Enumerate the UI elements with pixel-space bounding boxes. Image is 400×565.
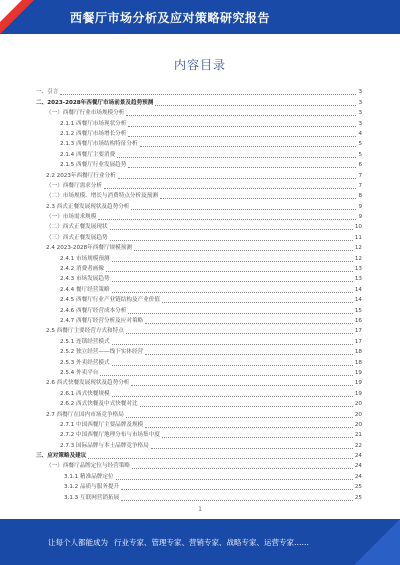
toc-entry[interactable]	[36, 315, 362, 325]
toc-entry[interactable]	[36, 148, 362, 158]
toc-entry-label: 2.7.3 国际品牌与本土品牌竞争格局	[60, 442, 149, 449]
toc-entry[interactable]	[36, 335, 362, 345]
toc-entry-page: 24	[354, 473, 362, 480]
toc-entry[interactable]	[36, 367, 362, 377]
toc-leader-dots	[121, 488, 353, 490]
toc-entry-label: 一、引言	[36, 89, 59, 96]
toc-entry-page: 14	[354, 286, 362, 293]
toc-entry[interactable]	[36, 128, 362, 138]
toc-entry-page: 16	[354, 317, 362, 324]
toc-entry-page: 4	[358, 130, 362, 137]
toc-leader-dots	[118, 177, 357, 179]
toc-entry-page: 10	[354, 224, 362, 231]
toc-entry[interactable]	[36, 180, 362, 190]
toc-entry[interactable]	[36, 86, 362, 96]
toc-leader-dots	[116, 478, 353, 480]
toc-entry-label: （一）西餐厅需求分析	[46, 182, 102, 189]
toc-leader-dots	[112, 395, 353, 397]
toc-entry-page: 3	[358, 110, 362, 117]
toc-entry-page: 12	[354, 255, 362, 262]
toc-entry[interactable]	[36, 252, 362, 262]
toc-entry-label: 2.5.4 外卖平台	[60, 369, 99, 376]
toc-leader-dots	[60, 93, 356, 95]
toc-leader-dots	[128, 166, 356, 168]
footer-corner	[354, 519, 400, 565]
toc-entry-page: 6	[358, 162, 362, 169]
toc-leader-dots	[145, 322, 353, 324]
toc-entry[interactable]	[36, 346, 362, 356]
toc-entry-label: 2.7.1 中国西餐厅主要品牌及规模	[60, 421, 144, 428]
toc-entry[interactable]	[36, 242, 362, 252]
toc-entry-label: （三）西式正餐发展趋势	[46, 234, 108, 241]
toc-entry-label: 2.5.1 连锁经营模式	[60, 338, 110, 345]
toc-leader-dots	[145, 426, 353, 428]
toc-entry-page: 24	[354, 453, 362, 460]
toc-leader-dots	[134, 249, 353, 251]
toc-leader-dots	[88, 457, 353, 459]
toc-entry-label: 3.1.2 品质与服务提升	[64, 484, 120, 491]
table-of-contents	[36, 86, 362, 502]
toc-leader-dots	[162, 301, 353, 303]
toc-entry-page: 19	[354, 390, 362, 397]
toc-entry-page: 19	[354, 369, 362, 376]
toc-leader-dots	[112, 364, 353, 366]
toc-entry[interactable]	[36, 304, 362, 314]
toc-entry-label: 2.7 西餐厅在国内市场竞争格局	[46, 411, 124, 418]
toc-leader-dots	[140, 145, 357, 147]
toc-entry[interactable]	[36, 117, 362, 127]
toc-entry-label: 2.1.5 西餐厅行业发展趋势	[60, 162, 127, 169]
toc-entry-label: 2.1.2 西餐厅市场增长分析	[60, 130, 127, 137]
toc-entry-label: 2.4.7 西餐厅经营分析及应对策略	[60, 317, 144, 324]
toc-entry-label: 2.4.1 市场规模预测	[60, 255, 110, 262]
toc-entry-label: 三、应对策略及建议	[36, 453, 87, 460]
toc-leader-dots	[100, 374, 352, 376]
toc-entry-label: 2.7.2 中国西餐厅地理分布与市场集中度	[60, 432, 160, 439]
toc-entry-label: 2.6.2 西式快餐及中式快餐对比	[60, 401, 138, 408]
toc-entry[interactable]	[36, 283, 362, 293]
toc-entry-page: 20	[354, 421, 362, 428]
footer-slogan: 让每个人都能成为	[48, 538, 108, 547]
toc-entry[interactable]	[36, 450, 362, 460]
page-number: 1	[198, 506, 202, 513]
toc-entry-label: 2.5 西餐厅主要经营方式和特点	[46, 328, 124, 335]
toc-entry[interactable]	[36, 439, 362, 449]
toc-leader-dots	[128, 135, 356, 137]
toc-entry-page: 21	[354, 432, 362, 439]
toc-entry-label: 2.4.5 西餐厅行业产业链结构及产业价值	[60, 297, 160, 304]
toc-leader-dots	[104, 187, 356, 189]
toc-entry[interactable]	[36, 429, 362, 439]
toc-leader-dots	[112, 260, 353, 262]
toc-entry-label: 3.1.3 互联网营销拓展	[64, 494, 120, 501]
toc-entry[interactable]	[36, 419, 362, 429]
toc-leader-dots	[110, 228, 353, 230]
toc-entry-label: （一）西餐厅品牌定位与经营策略	[46, 463, 130, 470]
toc-entry[interactable]	[36, 159, 362, 169]
toc-entry[interactable]	[36, 398, 362, 408]
toc-entry-page: 20	[354, 411, 362, 418]
toc-entry-label: 2.5.3 外卖经营模式	[60, 359, 110, 366]
toc-entry[interactable]	[36, 211, 362, 221]
toc-entry[interactable]	[36, 200, 362, 210]
toc-entry-page: 18	[354, 349, 362, 356]
toc-entry[interactable]	[36, 470, 362, 480]
toc-leader-dots	[112, 343, 353, 345]
toc-entry-label: 2.5.2 独立经营——线下实体经营	[60, 349, 144, 356]
toc-entry-page: 7	[358, 172, 362, 179]
toc-leader-dots	[126, 416, 353, 418]
toc-entry[interactable]	[36, 263, 362, 273]
toc-entry-page: 5	[358, 151, 362, 158]
toc-entry-label: （一）市场需求规模	[46, 214, 97, 221]
header-banner	[0, 0, 400, 34]
toc-entry-label: 2.6.1 西式快餐规模	[60, 390, 110, 397]
toc-entry-page: 25	[354, 484, 362, 491]
toc-entry[interactable]	[36, 356, 362, 366]
toc-entry-label: 2.6 西式快餐发展现状及趋势分析	[46, 380, 130, 387]
toc-leader-dots	[117, 156, 356, 158]
toc-leader-dots	[151, 447, 353, 449]
toc-entry-page: 20	[354, 401, 362, 408]
toc-entry-label: 2.1.4 西餐厅主要消费	[60, 151, 116, 158]
toc-entry-page: 8	[358, 193, 362, 200]
toc-leader-dots	[128, 312, 353, 314]
toc-leader-dots	[145, 353, 353, 355]
toc-leader-dots	[121, 499, 353, 501]
toc-entry[interactable]	[36, 408, 362, 418]
toc-entry-page: 13	[354, 276, 362, 283]
toc-heading: 内容目录	[173, 58, 226, 72]
toc-entry-label: 二、2023-2028年西餐厅市场前景及趋势预测	[36, 99, 154, 106]
toc-entry-page: 11	[354, 234, 362, 241]
toc-entry[interactable]	[36, 491, 362, 501]
toc-entry[interactable]	[36, 325, 362, 335]
toc-entry-label: 2.1.3 西餐厅市场结构特征分析	[60, 141, 138, 148]
toc-entry-page: 3	[358, 120, 362, 127]
toc-entry-page: 7	[358, 182, 362, 189]
toc-entry-label: 2.2 2023年西餐厅行业分析	[46, 172, 116, 179]
toc-entry-label: 2.4 2023-2028年西餐厅规模预测	[46, 245, 132, 252]
toc-entry[interactable]	[36, 273, 362, 283]
report-title: 西餐厅市场分析及应对策略研究报告	[70, 11, 271, 25]
toc-entry-page: 3	[358, 89, 362, 96]
toc-entry-page: 19	[354, 380, 362, 387]
toc-leader-dots	[98, 218, 356, 220]
footer-tags: 行业专家、管理专家、营销专家、战略专家、运营专家……	[114, 538, 309, 547]
toc-leader-dots	[132, 467, 353, 469]
toc-entry-page: 22	[354, 442, 362, 449]
toc-leader-dots	[128, 125, 356, 127]
toc-leader-dots	[106, 270, 353, 272]
toc-leader-dots	[112, 280, 353, 282]
toc-entry-page: 12	[354, 245, 362, 252]
toc-entry-label: 2.4.6 西餐厅经营成本分析	[60, 307, 127, 314]
toc-entry-page: 14	[354, 297, 362, 304]
toc-entry-page: 17	[354, 338, 362, 345]
toc-entry-label: 2.3 西式正餐发展现状及趋势分析	[46, 203, 130, 210]
toc-entry-label: 3.1.1 精准品牌定位	[64, 473, 114, 480]
toc-leader-dots	[126, 114, 356, 116]
toc-entry-label: 2.4.3 市场发展趋势	[60, 276, 110, 283]
toc-entry-label: 2.1.1 西餐厅市场现状分析	[60, 120, 127, 127]
toc-entry[interactable]	[36, 294, 362, 304]
toc-entry-page: 9	[358, 214, 362, 221]
toc-entry-page: 3	[358, 99, 362, 106]
toc-leader-dots	[131, 208, 356, 210]
toc-entry-page: 15	[354, 307, 362, 314]
toc-entry[interactable]	[36, 481, 362, 491]
toc-leader-dots	[126, 332, 353, 334]
toc-entry[interactable]	[36, 387, 362, 397]
toc-entry-label: （二）市场规模、增长与消费特点分析及预测	[46, 193, 158, 200]
toc-entry[interactable]	[36, 138, 362, 148]
toc-entry-page: 17	[354, 328, 362, 335]
toc-entry-label: 2.4.2 消费者画像	[60, 266, 104, 273]
toc-leader-dots	[155, 104, 356, 106]
toc-leader-dots	[162, 436, 353, 438]
toc-entry[interactable]	[36, 460, 362, 470]
toc-entry-page: 18	[354, 359, 362, 366]
toc-entry-page: 5	[358, 141, 362, 148]
toc-entry-label: （一）西餐厅行业市场规模分析	[46, 110, 125, 117]
toc-leader-dots	[160, 197, 357, 199]
footer-banner	[0, 519, 400, 565]
toc-entry[interactable]	[36, 107, 362, 117]
toc-entry-page: 9	[358, 203, 362, 210]
toc-entry-page: 25	[354, 494, 362, 501]
toc-leader-dots	[112, 291, 353, 293]
toc-leader-dots	[110, 239, 353, 241]
toc-entry[interactable]	[36, 190, 362, 200]
toc-entry[interactable]	[36, 96, 362, 106]
toc-entry[interactable]	[36, 169, 362, 179]
toc-leader-dots	[131, 384, 352, 386]
toc-entry-page: 24	[354, 463, 362, 470]
toc-entry-page: 13	[354, 266, 362, 273]
header-white-corner	[0, 0, 22, 22]
toc-entry[interactable]	[36, 377, 362, 387]
toc-entry-label: （二）西式正餐发展现状	[46, 224, 108, 231]
toc-leader-dots	[140, 405, 353, 407]
toc-entry[interactable]	[36, 221, 362, 231]
toc-entry[interactable]	[36, 231, 362, 241]
toc-entry-label: 2.4.4 餐厅经营策略	[60, 286, 110, 293]
